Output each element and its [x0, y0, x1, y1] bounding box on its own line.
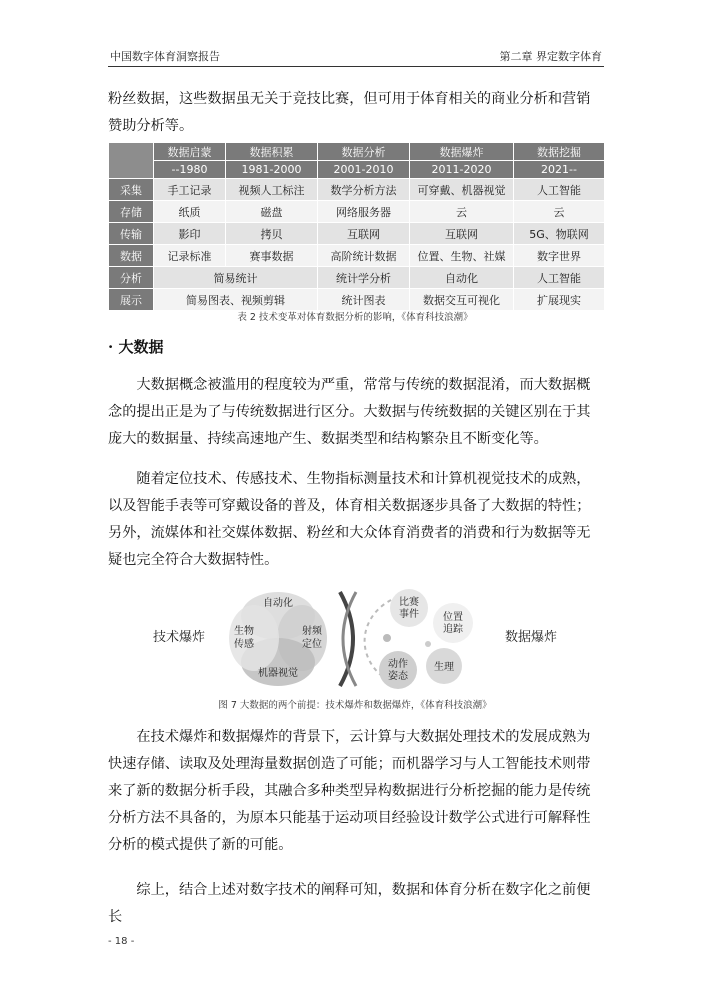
table-cell: 5G、物联网: [514, 223, 605, 245]
table-cell: 数据交互可视化: [410, 289, 514, 311]
tech-evolution-table: [108, 142, 605, 311]
table-cell: 位置、生物、社媒: [410, 245, 514, 267]
row-header: 传输: [109, 223, 154, 245]
table-cell-merged: 简易统计: [154, 267, 318, 289]
row-header: 采集: [109, 179, 154, 201]
petal-bio-sensing: [229, 605, 279, 671]
row-header: 数据: [109, 245, 154, 267]
header-chapter-title: 第二章 界定数字体育: [499, 50, 602, 63]
column-period: 2001-2010: [318, 161, 410, 179]
column-header: 数据分析: [318, 143, 410, 161]
column-header: 数据挖掘: [514, 143, 605, 161]
bubble-dot: [425, 641, 431, 647]
bubble-label: 位置追踪: [443, 612, 463, 635]
table-cell: 记录标准: [154, 245, 226, 267]
table-cell: 视频人工标注: [226, 179, 318, 201]
table-cell: 云: [410, 201, 514, 223]
body-paragraph: 综上，结合上述对数字技术的阐释可知，数据和体育分析在数字化之前便长: [108, 882, 591, 925]
header-rule: [108, 66, 604, 67]
table-row: [109, 201, 605, 223]
bubble-label: 生理: [434, 662, 454, 673]
table-cell: 自动化: [410, 267, 514, 289]
table-header-row: [109, 143, 605, 161]
table-row: [109, 245, 605, 267]
table-cell: 磁盘: [226, 201, 318, 223]
table-cell: 统计学分析: [318, 267, 410, 289]
table-cell: 高阶统计数据: [318, 245, 410, 267]
column-header: 数据爆炸: [410, 143, 514, 161]
table-cell: 影印: [154, 223, 226, 245]
bubble-position-tracking: [433, 603, 473, 643]
row-header: 分析: [109, 267, 154, 289]
column-period: --1980: [154, 161, 226, 179]
table-row: [109, 223, 605, 245]
bubble-dot: [383, 634, 391, 642]
page-number: - 18 -: [108, 936, 135, 947]
table-row: [109, 179, 605, 201]
bubble-label: 比赛事件: [399, 597, 419, 620]
big-data-figure: [108, 586, 604, 694]
bubble-motion-posture: [379, 651, 417, 689]
table-cell: 统计图表: [318, 289, 410, 311]
table-cell: 人工智能: [514, 179, 605, 201]
figure-label-tech-explosion: 技术爆炸: [153, 630, 206, 645]
body-paragraph: 随着定位技术、传感技术、生物指标测量技术和计算机视觉技术的成熟，以及智能手表等可穿戴设备的普及，体育相关数据逐步具备了大数据的特性；另外，流媒体和社交媒体数据、粉丝和大众体育消费者的消费和行为数据等无疑也完全符合大数据特性。: [108, 471, 591, 568]
table-cell: 拷贝: [226, 223, 318, 245]
petal-label: 机器视觉: [258, 668, 298, 679]
table-cell-merged: 简易图表、视频剪辑: [154, 289, 318, 311]
body-paragraph: 大数据概念被滥用的程度较为严重，常常与传统的数据混淆，而大数据概念的提出正是为了与传统数据进行区分。大数据与传统数据的关键区别在于其庞大的数据量、持续高速地产生、数据类型和结构繁杂且不断变化等。: [108, 377, 591, 447]
petal-label: 生物传感: [234, 626, 254, 650]
table-row: [109, 267, 605, 289]
figure-diagram: [108, 586, 604, 694]
table-cell: 手工记录: [154, 179, 226, 201]
table-cell: 云: [514, 201, 605, 223]
figure-label-data-explosion: 数据爆炸: [505, 630, 558, 645]
table-cell: 扩展现实: [514, 289, 605, 311]
row-header: 展示: [109, 289, 154, 311]
table-cell: 互联网: [318, 223, 410, 245]
table-cell: 赛事数据: [226, 245, 318, 267]
petal-label: 射频定位: [302, 626, 322, 650]
column-period: 2011-2020: [410, 161, 514, 179]
body-paragraph: 在技术爆炸和数据爆炸的背景下，云计算与大数据处理技术的发展成熟为快速存储、读取及处理海量数据创造了可能；而机器学习与人工智能技术则带来了新的数据分析手段，其融合多种类型异构数据进行分析挖掘的能力是传统分析方法不具备的，为原本只能基于运动项目经验设计数学公式进行可解释性分析的模式提供了新的可能。: [108, 729, 591, 853]
intro-paragraph: 粉丝数据，这些数据虽无关于竞技比赛，但可用于体育相关的商业分析和营销赞助分析等。: [108, 91, 591, 134]
bubble-label: 动作姿态: [388, 659, 408, 682]
table-caption: 表 2 技术变革对体育数据分析的影响，《体育科技浪潮》: [237, 312, 473, 323]
table-corner-cell: [109, 143, 154, 179]
table-cell: 数学分析方法: [318, 179, 410, 201]
table-cell: 网络服务器: [318, 201, 410, 223]
petal-label: 自动化: [263, 598, 293, 609]
table-cell: 可穿戴、机器视觉: [410, 179, 514, 201]
column-header: 数据启蒙: [154, 143, 226, 161]
figure-caption: 图 7 大数据的两个前提：技术爆炸和数据爆炸，《体育科技浪潮》: [218, 700, 492, 711]
table-cell: 互联网: [410, 223, 514, 245]
column-period: 2021--: [514, 161, 605, 179]
row-header: 存储: [109, 201, 154, 223]
table-cell: 数字世界: [514, 245, 605, 267]
header-report-title: 中国数字体育洞察报告: [110, 50, 220, 63]
table-cell: 纸质: [154, 201, 226, 223]
bubble-match-events: [390, 589, 428, 627]
table-period-row: [109, 161, 605, 179]
table-row: [109, 289, 605, 311]
section-heading: · 大数据: [108, 338, 164, 356]
column-header: 数据积累: [226, 143, 318, 161]
table-cell: 人工智能: [514, 267, 605, 289]
column-period: 1981-2000: [226, 161, 318, 179]
